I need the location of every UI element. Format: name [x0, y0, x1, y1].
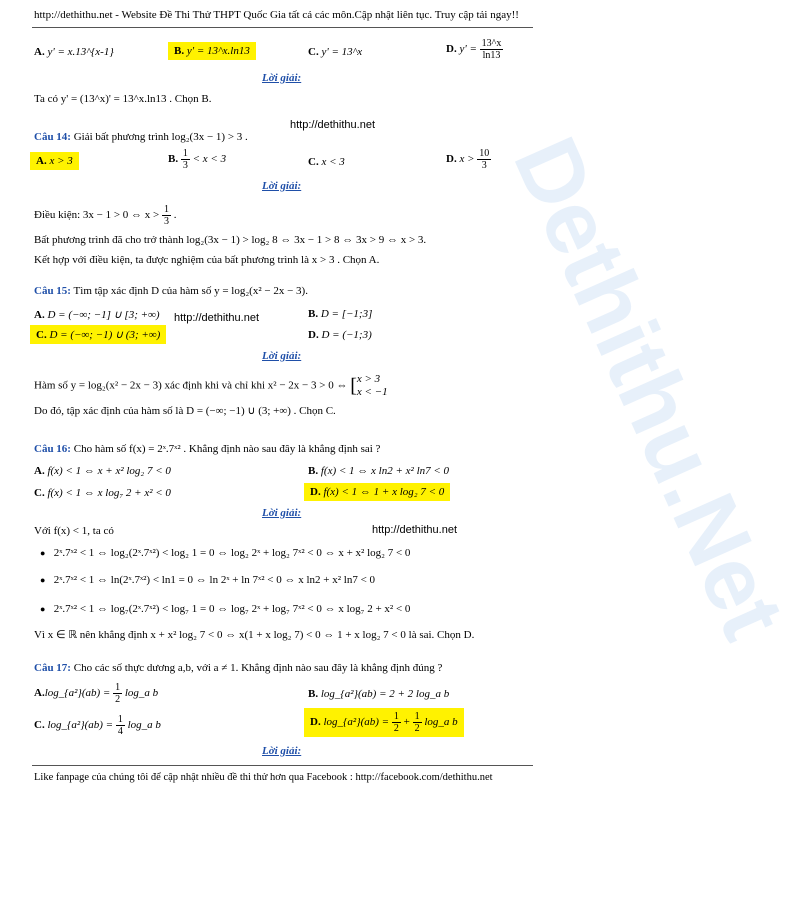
q14-question: Câu 14: Giải bất phương trình log₂(3x − 1) > 3 . — [34, 131, 248, 143]
q17-option-a: A.log_{a²}(ab) = $\frac{1}{2}$ log_a b — [34, 682, 159, 705]
page-footer: Like fanpage của chúng tôi để cập nhật nhiều đề thi thử hơn qua Facebook : http://facebook.com/dethithu.net — [34, 772, 493, 783]
q15-solution-heading: Lời giải: — [262, 350, 302, 362]
q16-solution-intro: Với f(x) < 1, ta có — [34, 525, 114, 537]
q15-solution-domain: Hàm số y = log₂(x² − 2x − 3) xác định khi và chỉ khi x² − 2x − 3 > 0 ⇔ [ x > 3 x < −1 — [34, 373, 388, 398]
header-divider — [32, 27, 533, 28]
q16-option-b: B. f(x) < 1 ⇔ x ln2 + x² ln7 < 0 — [308, 465, 450, 477]
q14-watermark-url: http://dethithu.net — [290, 119, 376, 131]
q13-option-b: B. y' = 13^x.ln13 — [168, 42, 256, 60]
q16-solution-conclusion: Vì x ∈ ℝ nên khẳng định x + x² log₂ 7 < 0 ⇔ x(1 + x log₂ 7) < 0 ⇔ 1 + x log₂ 7 < 0 là sai. Chọn D. — [34, 629, 475, 641]
q17-solution-heading: Lời giải: — [262, 745, 302, 757]
q13-solution-heading: Lời giải: — [262, 72, 302, 84]
watermark-text: Dethithu.Net — [494, 123, 804, 653]
q14-solution-step: Bất phương trình đã cho trở thành log₂(3x − 1) > log₂ 8 ⇔ 3x − 1 > 8 ⇔ 3x > 9 ⇔ x > 3. — [34, 234, 427, 246]
q17-option-c: C. log_{a²}(ab) = $\frac{1}{4}$ log_a b — [34, 714, 161, 737]
q16-option-a: A. f(x) < 1 ⇔ x + x² log₂ 7 < 0 — [34, 465, 171, 477]
q17-option-d: D. log_{a²}(ab) = $\frac{1}{2}$ + $\frac{1}{2}$ log_a b — [304, 708, 464, 737]
q16-bullet-1: ● 2ˣ.7ˣ² < 1 ⇔ log₂(2ˣ.7ˣ²) < log₂ 1 = 0 ⇔ log₂ 2ˣ + log₂ 7ˣ² < 0 ⇔ x + x² log₂ 7 < 0 — [40, 547, 411, 559]
q15-solution-conclusion: Do đó, tập xác định của hàm số là D = (−∞; −1) ∪ (3; +∞) . Chọn C. — [34, 405, 336, 417]
q14-solution-condition: Điều kiện: 3x − 1 > 0 ⇔ x > $\frac{1}{3}$ . — [34, 204, 177, 227]
q14-solution-heading: Lời giải: — [262, 180, 302, 192]
q13-option-a: A. y' = x.13^{x-1} — [34, 46, 114, 58]
q13-option-c: C. y' = 13^x — [308, 46, 363, 58]
q14-option-d: D. x > $\frac{10}{3}$ — [446, 148, 490, 171]
q15-question: Câu 15: Tìm tập xác định D của hàm số y = log₂(x² − 2x − 3). — [34, 285, 308, 297]
q15-option-c: C. D = (−∞; −1) ∪ (3; +∞) — [30, 325, 166, 344]
page-header: http://dethithu.net - Website Đề Thi Thử THPT Quốc Gia tất cả các môn.Cập nhật liên tục. Truy cập tải ngay!! — [34, 9, 519, 21]
q16-watermark-url: http://dethithu.net — [372, 524, 458, 536]
q14-option-b: B. $\frac{1}{3}$ < x < 3 — [168, 148, 227, 171]
q17-option-b: B. log_{a²}(ab) = 2 + 2 log_a b — [308, 688, 450, 700]
q15-option-a: A. D = (−∞; −1] ∪ [3; +∞) — [34, 309, 160, 321]
q16-solution-heading: Lời giải: — [262, 507, 302, 519]
q14-solution-conclusion: Kết hợp với điều kiện, ta được nghiệm của bất phương trình là x > 3 . Chọn A. — [34, 254, 380, 266]
q13-solution: Ta có y' = (13^x)' = 13^x.ln13 . Chọn B. — [34, 93, 212, 105]
q15-option-d: D. D = (−1;3) — [308, 329, 372, 341]
q16-bullet-2: ● 2ˣ.7ˣ² < 1 ⇔ ln(2ˣ.7ˣ²) < ln1 = 0 ⇔ ln 2ˣ + ln 7ˣ² < 0 ⇔ x ln2 + x² ln7 < 0 — [40, 574, 376, 586]
q16-bullet-3: ● 2ˣ.7ˣ² < 1 ⇔ log₇(2ˣ.7ˣ²) < log₇ 1 = 0 ⇔ log₇ 2ˣ + log₇ 7ˣ² < 0 ⇔ x log₇ 2 + x² < 0 — [40, 603, 411, 615]
q16-option-d: D. f(x) < 1 ⇔ 1 + x log₂ 7 < 0 — [304, 483, 450, 501]
q15-option-b: B. D = [−1;3] — [308, 308, 373, 320]
q17-question: Câu 17: Cho các số thực dương a,b, với a ≠ 1. Khẳng định nào sau đây là khẳng định đúng ? — [34, 662, 443, 674]
q14-option-c: C. x < 3 — [308, 156, 345, 168]
q16-option-c: C. f(x) < 1 ⇔ x log₇ 2 + x² < 0 — [34, 487, 171, 499]
q15-watermark-url: http://dethithu.net — [174, 312, 260, 324]
q14-option-a: A. x > 3 — [30, 152, 79, 170]
q13-option-d: D. y' = $\frac{13\^{}x}{\ln 13}$ — [446, 38, 502, 61]
footer-divider — [32, 765, 533, 766]
q16-question: Câu 16: Cho hàm số f(x) = 2ˣ.7ˣ² . Khẳng định nào sau đây là khẳng định sai ? — [34, 443, 381, 455]
